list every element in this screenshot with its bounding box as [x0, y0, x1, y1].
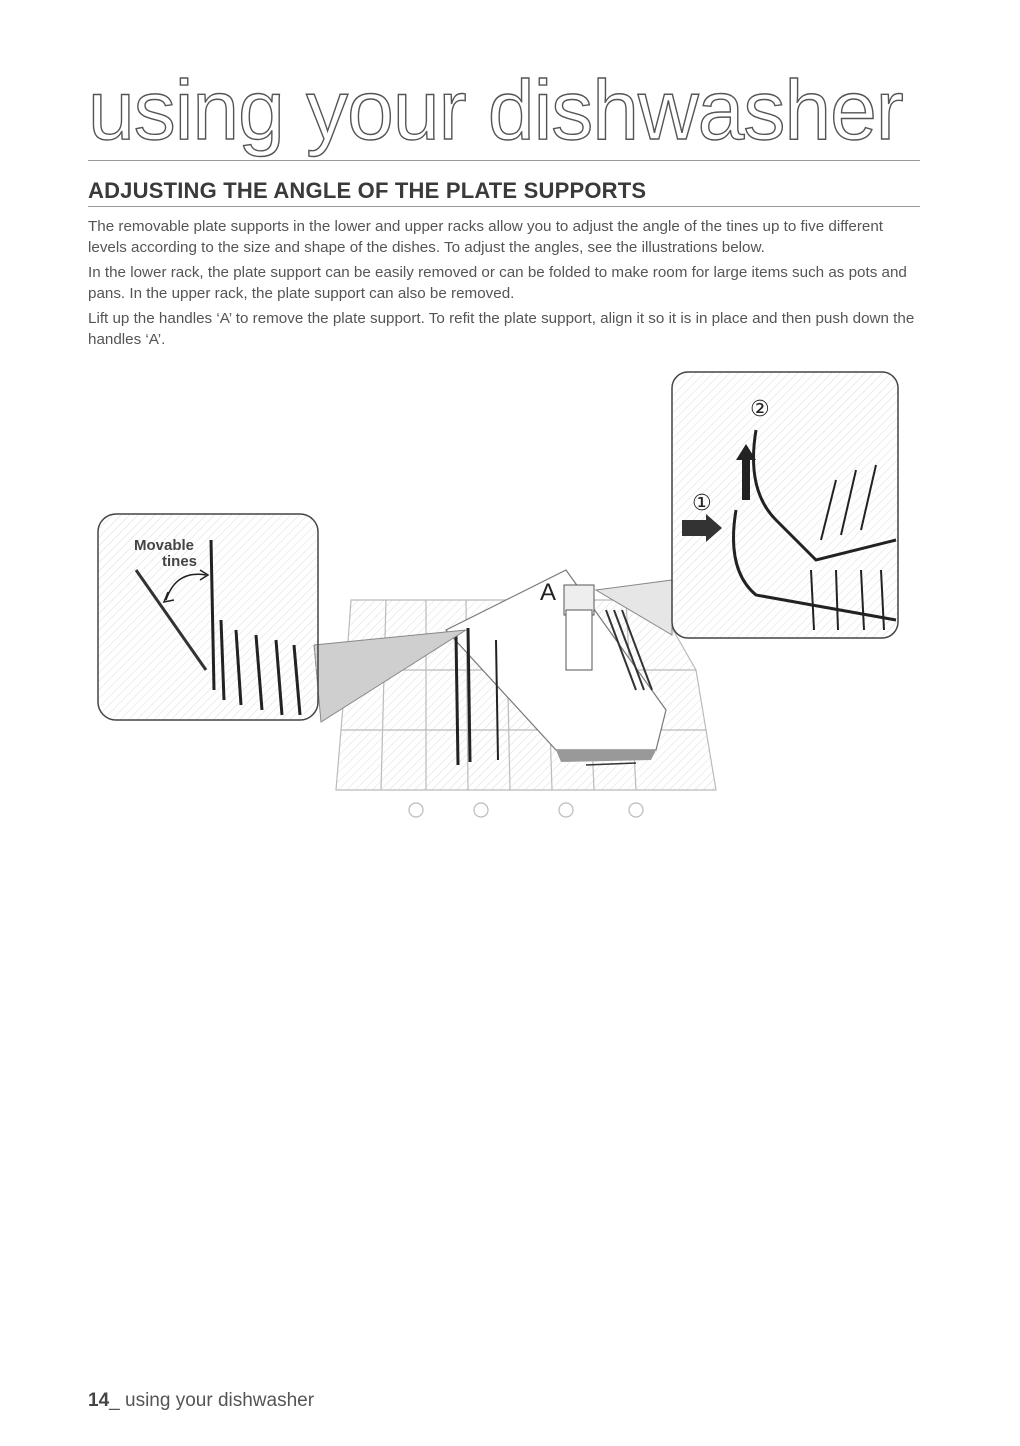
step-1-label: ①	[692, 491, 712, 516]
chapter-title: using your dishwasher	[88, 63, 903, 157]
footer-section: using your dishwasher	[125, 1390, 315, 1411]
section-title: ADJUSTING THE ANGLE OF THE PLATE SUPPORTS	[88, 178, 647, 203]
paragraph-lower-rack: In the lower rack, the plate support can be easily removed or can be folded to make room for large items such as pots and pans. In the upper rack, the plate support can also be removed.	[88, 264, 907, 302]
right-inset	[672, 372, 898, 638]
paragraph-intro: The removable plate supports in the lower and upper racks allow you to adjust the angle of the tines up to five different levels according to the size and shape of the dishes. To adjust the angles, see the illustrations below.	[88, 218, 884, 256]
footer-separator: _	[109, 1390, 125, 1411]
left-inset	[98, 514, 318, 720]
callout-tines: tines	[162, 553, 198, 570]
paragraph-handles: Lift up the handles ‘A’ to remove the plate support. To refit the plate support, align it so it is in place and then push down the handles ‘A’.	[88, 310, 915, 348]
page-footer	[88, 1390, 314, 1412]
page-number: 14	[88, 1390, 110, 1411]
body-text	[88, 216, 920, 354]
step-2-label: ②	[750, 397, 770, 422]
section-divider	[88, 206, 920, 207]
callout-movable: Movable	[134, 537, 195, 554]
handle-label: A	[540, 579, 557, 606]
plate-support-illustration	[96, 370, 906, 830]
chapter-divider	[88, 160, 920, 161]
